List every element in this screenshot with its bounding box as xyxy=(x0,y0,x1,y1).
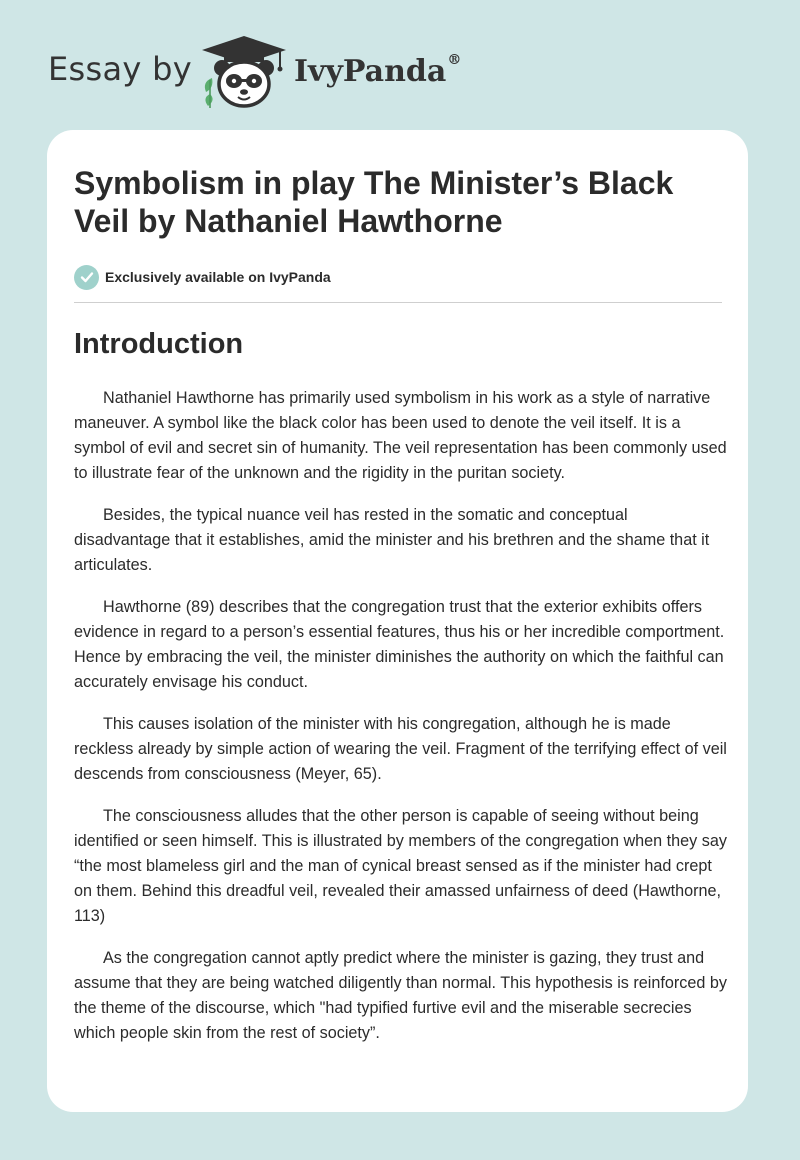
registered-mark: ® xyxy=(447,52,462,68)
panda-logo-icon[interactable] xyxy=(200,34,288,110)
essay-card xyxy=(47,130,748,1112)
paragraph: This causes isolation of the minister with his congregation, although he is made reckless already by simple action of wearing the veil. Fragment of the terrifying effect of veil descends from consciousness (Meyer, 65). xyxy=(74,715,727,783)
paragraph: Nathaniel Hawthorne has primarily used symbolism in his work as a style of narrative maneuver. A symbol like the black color has been used to denote the veil itself. It is a symbol of evil and secret sin of humanity. The veil representation has been commonly used to illustrate fear of the unknown and the rigidity in the puritan society. xyxy=(74,389,727,482)
section-heading: Introduction xyxy=(74,328,244,360)
site-header xyxy=(48,34,548,114)
badge-text: Exclusively available on IvyPanda xyxy=(105,269,331,285)
paragraph: As the congregation cannot aptly predict where the minister is gazing, they trust and assume that they are being watched diligently than normal. This hypothesis is reinforced by the theme of the discourse, which "had typified furtive evil and the miserable secrecies which people skin from the rest of society”. xyxy=(74,949,727,1042)
paragraph: Besides, the typical nuance veil has rested in the somatic and conceptual disadvantage that it establishes, amid the minister and his brethren and the shame that it articulates. xyxy=(74,506,710,574)
paragraph: The consciousness alludes that the other person is capable of seeing without being identified or seen himself. This is illustrated by members of the congregation when they say “the most blameless girl and the man of cynical breast sensed as if the minister had crept on them. Behind this dreadful veil, revealed their amassed unfairness of deed (Hawthorne, 113) xyxy=(74,807,727,925)
essay-body xyxy=(74,386,728,1063)
check-icon xyxy=(74,265,99,290)
exclusive-badge xyxy=(74,264,331,290)
paragraph: Hawthorne (89) describes that the congregation trust that the exterior exhibits offers evidence in regard to a person’s essential features, thus his or her incredible comportment. Hence by embracing the veil, the minister diminishes the authority on which the faithful can accurately envisage his conduct. xyxy=(74,598,725,691)
divider xyxy=(74,302,722,303)
essay-by-label: Essay by xyxy=(48,50,192,88)
brand-name[interactable]: IvyPanda® xyxy=(294,52,462,89)
essay-title: Symbolism in play The Minister’s Black Veil by Nathaniel Hawthorne xyxy=(74,165,674,239)
